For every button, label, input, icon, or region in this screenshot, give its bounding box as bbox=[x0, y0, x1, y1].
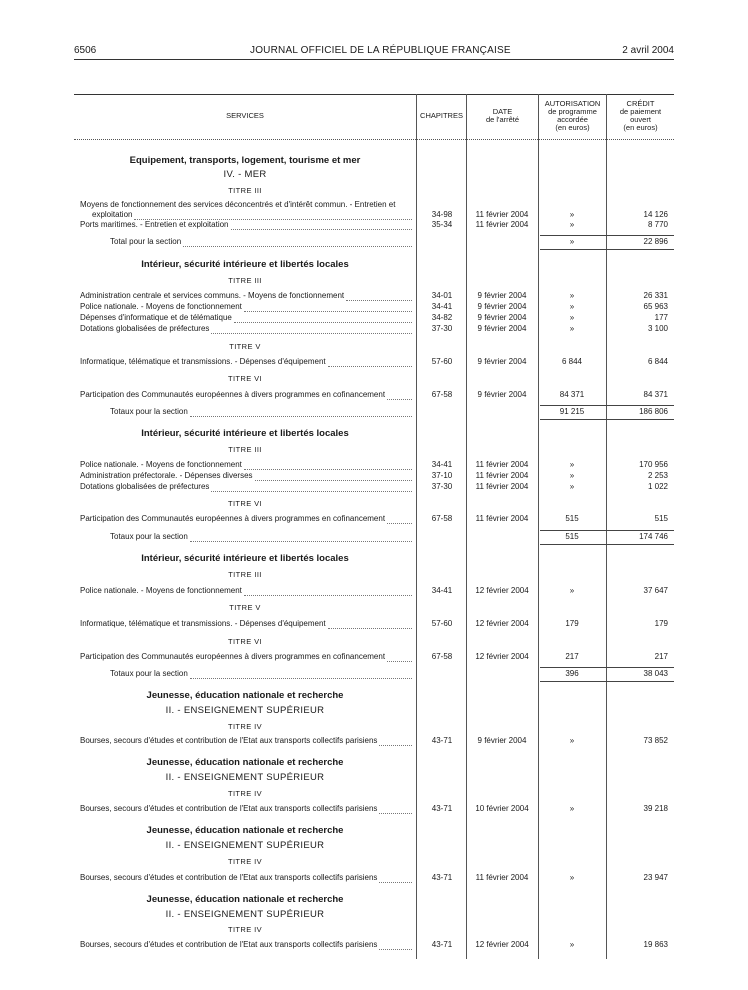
section-heading: Intérieur, sécurité intérieure et libertés locales bbox=[141, 259, 349, 270]
leader-dots bbox=[190, 415, 412, 417]
date-cell: 11 février 2004 bbox=[475, 873, 529, 882]
titre-heading: TITRE VI bbox=[227, 637, 263, 646]
service-label: Police nationale. - Moyens de fonctionnement bbox=[80, 302, 242, 311]
autorisation-cell: » bbox=[569, 237, 575, 246]
chapitre-cell: 34-41 bbox=[431, 302, 453, 311]
leader-dots bbox=[211, 332, 412, 334]
chapitre-cell: 34-41 bbox=[431, 460, 453, 469]
autorisation-cell: » bbox=[569, 324, 575, 333]
credit-cell: 39 218 bbox=[643, 804, 668, 813]
autorisation-cell: » bbox=[569, 471, 575, 480]
date-cell: 9 février 2004 bbox=[477, 313, 527, 322]
credit-cell: 2 253 bbox=[647, 471, 668, 480]
credit-cell: 19 863 bbox=[643, 940, 668, 949]
credit-cell: 8 770 bbox=[647, 220, 668, 229]
credit-cell: 37 647 bbox=[643, 586, 668, 595]
column-header-date: DATE de l'arrêté bbox=[485, 107, 520, 124]
leader-dots bbox=[234, 321, 412, 323]
section-heading: Jeunesse, éducation nationale et recherche bbox=[146, 757, 344, 768]
autorisation-cell: » bbox=[569, 460, 575, 469]
section-total-label: Totaux pour la section bbox=[110, 532, 188, 541]
leader-dots bbox=[387, 660, 412, 662]
titre-heading: TITRE IV bbox=[227, 789, 263, 798]
subsection-heading: II. - ENSEIGNEMENT SUPÉRIEUR bbox=[165, 909, 325, 920]
total-bottom-rule bbox=[540, 544, 674, 545]
chapitre-cell: 57-60 bbox=[431, 357, 453, 366]
leader-dots bbox=[244, 468, 412, 470]
autorisation-cell: » bbox=[569, 220, 575, 229]
credit-cell: 73 852 bbox=[643, 736, 668, 745]
credit-cell: 186 806 bbox=[639, 407, 668, 416]
chapitre-cell: 67-58 bbox=[431, 390, 453, 399]
date-cell: 11 février 2004 bbox=[475, 482, 529, 491]
titre-heading: TITRE III bbox=[228, 445, 262, 454]
service-label: Bourses, secours d'études et contribution de l'Etat aux transports collectifs parisiens bbox=[80, 804, 378, 813]
autorisation-cell: 515 bbox=[565, 532, 579, 541]
autorisation-cell: 84 371 bbox=[559, 390, 585, 399]
credit-cell: 3 100 bbox=[647, 324, 668, 333]
service-label: Informatique, télématique et transmissions. - Dépenses d'équipement bbox=[80, 357, 326, 366]
section-heading: Jeunesse, éducation nationale et recherche bbox=[146, 894, 344, 905]
service-label: Ports maritimes. - Entretien et exploitation bbox=[80, 220, 229, 229]
service-label: Bourses, secours d'études et contribution de l'Etat aux transports collectifs parisiens bbox=[80, 873, 378, 882]
chapitre-cell: 43-71 bbox=[431, 736, 453, 745]
credit-cell: 6 844 bbox=[647, 357, 668, 366]
date-cell: 12 février 2004 bbox=[475, 586, 529, 595]
credit-cell: 177 bbox=[654, 313, 668, 322]
credit-cell: 14 126 bbox=[643, 210, 668, 219]
credit-cell: 23 947 bbox=[643, 873, 668, 882]
date-cell: 9 février 2004 bbox=[477, 291, 527, 300]
issue-date: 2 avril 2004 bbox=[622, 45, 674, 56]
service-label: Participation des Communautés européennes à divers programmes en cofinancement bbox=[80, 390, 386, 399]
leader-dots bbox=[387, 522, 412, 524]
service-label: Participation des Communautés européennes à divers programmes en cofinancement bbox=[80, 652, 386, 661]
credit-cell: 217 bbox=[654, 652, 668, 661]
total-bottom-rule bbox=[540, 681, 674, 682]
credit-cell: 38 043 bbox=[643, 669, 668, 678]
credit-cell: 170 956 bbox=[639, 460, 668, 469]
service-label: Bourses, secours d'études et contribution de l'Etat aux transports collectifs parisiens bbox=[80, 736, 378, 745]
chapitre-cell: 43-71 bbox=[431, 873, 453, 882]
autorisation-cell: 91 215 bbox=[559, 407, 585, 416]
section-heading: Jeunesse, éducation nationale et recherche bbox=[146, 690, 344, 701]
total-bottom-rule bbox=[540, 249, 674, 250]
subsection-heading: IV. - MER bbox=[223, 169, 267, 180]
autorisation-cell: » bbox=[569, 210, 575, 219]
date-cell: 11 février 2004 bbox=[475, 471, 529, 480]
service-label: Informatique, télématique et transmissions. - Dépenses d'équipement bbox=[80, 619, 326, 628]
date-cell: 11 février 2004 bbox=[475, 210, 529, 219]
column-header-credit: CRÉDIT de paiement ouvert (en euros) bbox=[619, 99, 662, 132]
autorisation-cell: 6 844 bbox=[561, 357, 583, 366]
column-header-autorisation: AUTORISATION de programme accordée (en euros) bbox=[544, 99, 601, 132]
titre-heading: TITRE VI bbox=[227, 374, 263, 383]
credit-cell: 1 022 bbox=[647, 482, 668, 491]
date-cell: 11 février 2004 bbox=[475, 514, 529, 523]
autorisation-cell: » bbox=[569, 940, 575, 949]
service-label: Dépenses d'informatique et de télématique bbox=[80, 313, 232, 322]
credit-cell: 84 371 bbox=[643, 390, 668, 399]
leader-dots bbox=[244, 310, 412, 312]
date-cell: 11 février 2004 bbox=[475, 460, 529, 469]
chapitre-cell: 67-58 bbox=[431, 514, 453, 523]
chapitre-cell: 67-58 bbox=[431, 652, 453, 661]
column-header-services: SERVICES bbox=[226, 111, 264, 120]
autorisation-cell: » bbox=[569, 804, 575, 813]
autorisation-cell: » bbox=[569, 873, 575, 882]
autorisation-cell: » bbox=[569, 302, 575, 311]
column-header-chapitres: CHAPITRES bbox=[420, 111, 463, 120]
titre-heading: TITRE IV bbox=[227, 925, 263, 934]
date-cell: 10 février 2004 bbox=[475, 804, 529, 813]
subsection-heading: II. - ENSEIGNEMENT SUPÉRIEUR bbox=[165, 705, 325, 716]
autorisation-cell: » bbox=[569, 586, 575, 595]
chapitre-cell: 37-30 bbox=[431, 324, 453, 333]
chapitre-cell: 34-01 bbox=[431, 291, 453, 300]
credit-cell: 174 746 bbox=[639, 532, 668, 541]
section-heading: Intérieur, sécurité intérieure et libertés locales bbox=[141, 428, 349, 439]
service-label: Administration préfectorale. - Dépenses diverses bbox=[80, 471, 253, 480]
leader-dots bbox=[190, 540, 412, 542]
date-cell: 9 février 2004 bbox=[477, 357, 527, 366]
autorisation-cell: » bbox=[569, 736, 575, 745]
service-label: Administration centrale et services communs. - Moyens de fonctionnement bbox=[80, 291, 345, 300]
date-cell: 9 février 2004 bbox=[477, 736, 527, 745]
chapitre-cell: 43-71 bbox=[431, 940, 453, 949]
titre-heading: TITRE III bbox=[228, 186, 262, 195]
service-label: Moyens de fonctionnement des services déconcentrés et d'intérêt commun. - Entretien et bbox=[80, 200, 396, 209]
autorisation-cell: 515 bbox=[565, 514, 579, 523]
service-label: Dotations globalisées de préfectures bbox=[80, 324, 210, 333]
leader-dots bbox=[379, 744, 412, 746]
chapitre-cell: 35-34 bbox=[431, 220, 453, 229]
leader-dots bbox=[190, 677, 412, 679]
leader-dots bbox=[244, 594, 412, 596]
leader-dots bbox=[379, 881, 412, 883]
titre-heading: TITRE III bbox=[228, 570, 262, 579]
service-label: Participation des Communautés européennes à divers programmes en cofinancement bbox=[80, 514, 386, 523]
credit-cell: 65 963 bbox=[643, 302, 668, 311]
autorisation-cell: 217 bbox=[565, 652, 579, 661]
chapitre-cell: 37-30 bbox=[431, 482, 453, 491]
titre-heading: TITRE IV bbox=[227, 722, 263, 731]
autorisation-cell: » bbox=[569, 291, 575, 300]
service-label: Bourses, secours d'études et contribution de l'Etat aux transports collectifs parisiens bbox=[80, 940, 378, 949]
leader-dots bbox=[183, 245, 412, 247]
chapitre-cell: 43-71 bbox=[431, 804, 453, 813]
credit-cell: 515 bbox=[654, 514, 668, 523]
chapitre-cell: 37-10 bbox=[431, 471, 453, 480]
leader-dots bbox=[379, 812, 412, 814]
leader-dots bbox=[328, 365, 412, 367]
date-cell: 12 février 2004 bbox=[475, 619, 529, 628]
chapitre-cell: 57-60 bbox=[431, 619, 453, 628]
subsection-heading: II. - ENSEIGNEMENT SUPÉRIEUR bbox=[165, 772, 325, 783]
section-heading: Intérieur, sécurité intérieure et libertés locales bbox=[141, 553, 349, 564]
credit-cell: 26 331 bbox=[643, 291, 668, 300]
titre-heading: TITRE V bbox=[229, 342, 261, 351]
service-label: exploitation bbox=[92, 210, 133, 219]
leader-dots bbox=[255, 479, 412, 481]
total-top-rule bbox=[540, 530, 674, 531]
section-total-label: Total pour la section bbox=[110, 237, 182, 246]
total-top-rule bbox=[540, 235, 674, 236]
total-top-rule bbox=[540, 405, 674, 406]
leader-dots bbox=[328, 627, 412, 629]
total-top-rule bbox=[540, 667, 674, 668]
service-label: Police nationale. - Moyens de fonctionnement bbox=[80, 460, 242, 469]
date-cell: 12 février 2004 bbox=[475, 652, 529, 661]
credit-cell: 22 896 bbox=[643, 237, 668, 246]
service-label: Dotations globalisées de préfectures bbox=[80, 482, 210, 491]
leader-dots bbox=[211, 490, 412, 492]
total-bottom-rule bbox=[540, 419, 674, 420]
section-total-label: Totaux pour la section bbox=[110, 669, 188, 678]
journal-title: JOURNAL OFFICIEL DE LA RÉPUBLIQUE FRANÇAISE bbox=[250, 45, 511, 56]
date-cell: 12 février 2004 bbox=[475, 940, 529, 949]
titre-heading: TITRE III bbox=[228, 276, 262, 285]
service-label: Police nationale. - Moyens de fonctionnement bbox=[80, 586, 242, 595]
autorisation-cell: » bbox=[569, 482, 575, 491]
subsection-heading: II. - ENSEIGNEMENT SUPÉRIEUR bbox=[165, 840, 325, 851]
leader-dots bbox=[346, 299, 412, 301]
titre-heading: TITRE IV bbox=[227, 857, 263, 866]
section-heading: Jeunesse, éducation nationale et recherche bbox=[146, 825, 344, 836]
chapitre-cell: 34-82 bbox=[431, 313, 453, 322]
section-heading: Equipement, transports, logement, tourisme et mer bbox=[129, 155, 361, 166]
date-cell: 9 février 2004 bbox=[477, 324, 527, 333]
leader-dots bbox=[379, 948, 412, 950]
date-cell: 9 février 2004 bbox=[477, 302, 527, 311]
autorisation-cell: » bbox=[569, 313, 575, 322]
titre-heading: TITRE VI bbox=[227, 499, 263, 508]
chapitre-cell: 34-98 bbox=[431, 210, 453, 219]
page-number: 6506 bbox=[74, 45, 97, 56]
section-total-label: Totaux pour la section bbox=[110, 407, 188, 416]
date-cell: 11 février 2004 bbox=[475, 220, 529, 229]
chapitre-cell: 34-41 bbox=[431, 586, 453, 595]
autorisation-cell: 396 bbox=[565, 669, 579, 678]
leader-dots bbox=[231, 228, 412, 230]
titre-heading: TITRE V bbox=[229, 603, 261, 612]
credit-cell: 179 bbox=[654, 619, 668, 628]
autorisation-cell: 179 bbox=[565, 619, 579, 628]
date-cell: 9 février 2004 bbox=[477, 390, 527, 399]
leader-dots bbox=[387, 398, 412, 400]
